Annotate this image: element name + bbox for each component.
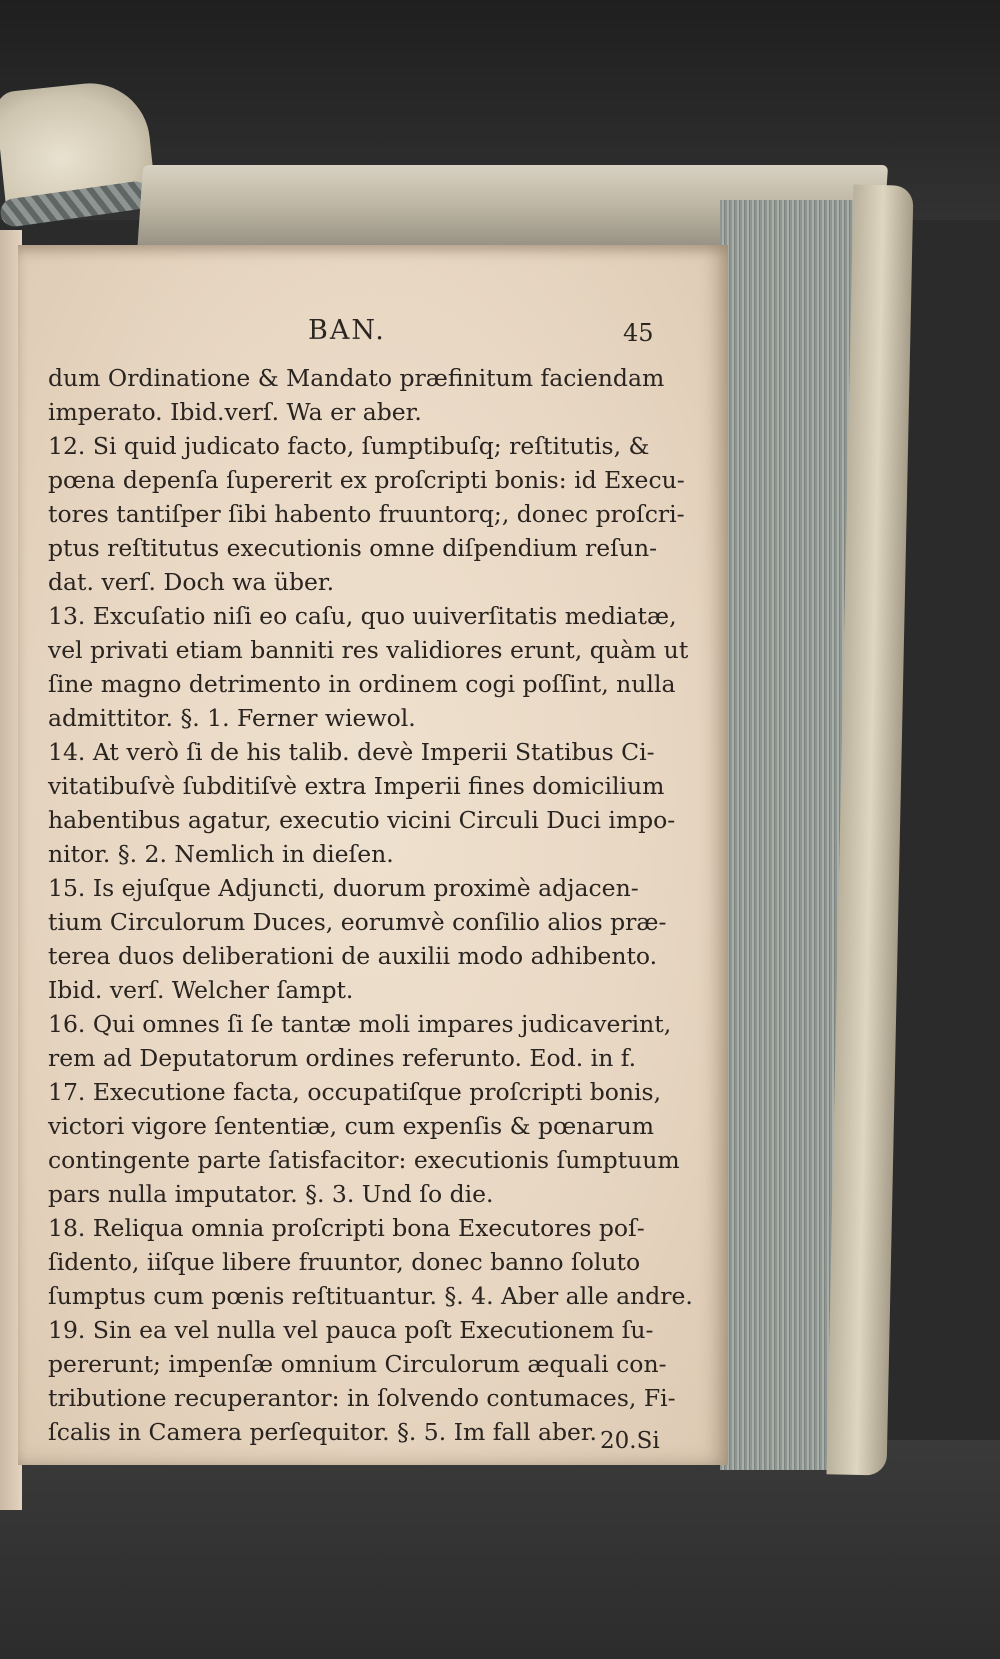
text-line: contingente parte ſatisfacitor: executionis ſumptuum (48, 1146, 680, 1174)
text-line: 16. Qui omnes ſi ſe tantæ moli impares judicaverint, (48, 1010, 672, 1038)
text-line: 13. Excuſatio niſi eo caſu, quo uuiverſitatis mediatæ, (48, 602, 677, 630)
text-line: 19. Sin ea vel nulla vel pauca poſt Executionem ſu- (48, 1316, 654, 1344)
text-line: ſine magno detrimento in ordinem cogi poſſint, nulla (48, 670, 676, 698)
text-line: pœna depenſa ſupererit ex proſcripti bonis: id Execu- (48, 466, 685, 494)
text-line: 18. Reliqua omnia proſcripti bona Executores poſ- (48, 1214, 645, 1242)
text-line: ſidento, iiſque libere fruuntor, donec banno ſoluto (48, 1248, 641, 1276)
book-page (18, 245, 728, 1465)
page-number: 45 (623, 319, 654, 347)
text-line: victori vigore ſententiæ, cum expenſis & pœnarum (48, 1112, 655, 1140)
text-line: vel privati etiam banniti res validiores erunt, quàm ut (48, 636, 689, 664)
text-line: nitor. §. 2. Nemlich in dieſen. (48, 840, 394, 868)
text-line: 17. Executione facta, occupatiſque proſcripti bonis, (48, 1078, 662, 1106)
text-line: Ibid. verſ. Welcher ſampt. (48, 976, 354, 1004)
text-line: pererunt; impenſæ omnium Circulorum æquali con- (48, 1350, 667, 1378)
text-line: ſumptus cum pœnis reſtituantur. §. 4. Aber alle andre. (48, 1282, 693, 1310)
text-line: dat. verſ. Doch wa über. (48, 568, 335, 596)
text-line: ptus reſtitutus executionis omne diſpendium reſun- (48, 534, 658, 562)
text-line: dum Ordinatione & Mandato præfinitum faciendam (48, 364, 665, 392)
page-header (18, 315, 718, 355)
text-line: pars nulla imputator. §. 3. Und ſo die. (48, 1180, 494, 1208)
text-line: 12. Si quid judicato facto, ſumptibuſq; reſtitutis, & (48, 432, 650, 460)
text-line: habentibus agatur, executio vicini Circuli Duci impo- (48, 806, 676, 834)
text-line: admittitor. §. 1. Ferner wiewol. (48, 704, 416, 732)
text-line: imperato. Ibid.verſ. Wa er aber. (48, 398, 422, 426)
text-line: 15. Is ejuſque Adjuncti, duorum proximè adjacen- (48, 874, 639, 902)
text-line: terea duos deliberationi de auxilii modo adhibento. (48, 942, 658, 970)
text-line: tium Circulorum Duces, eorumvè conſilio alios præ- (48, 908, 667, 936)
text-block (48, 361, 693, 1449)
text-line: ſcalis in Camera perſequitor. §. 5. Im fall aber. (48, 1418, 598, 1446)
text-line: vitatibuſvè ſubditiſvè extra Imperii fines domicilium (48, 772, 665, 800)
text-line: 14. At verò ſi de his talib. devè Imperii Statibus Ci- (48, 738, 655, 766)
running-head: BAN. (308, 315, 386, 346)
catchword: 20.Si (600, 1428, 660, 1454)
text-line: tributione recuperantor: in ſolvendo contumaces, Fi- (48, 1384, 676, 1412)
text-line: tores tantiſper ſibi habento fruuntorq;, donec proſcri- (48, 500, 685, 528)
text-line: rem ad Deputatorum ordines referunto. Eod. in f. (48, 1044, 637, 1072)
